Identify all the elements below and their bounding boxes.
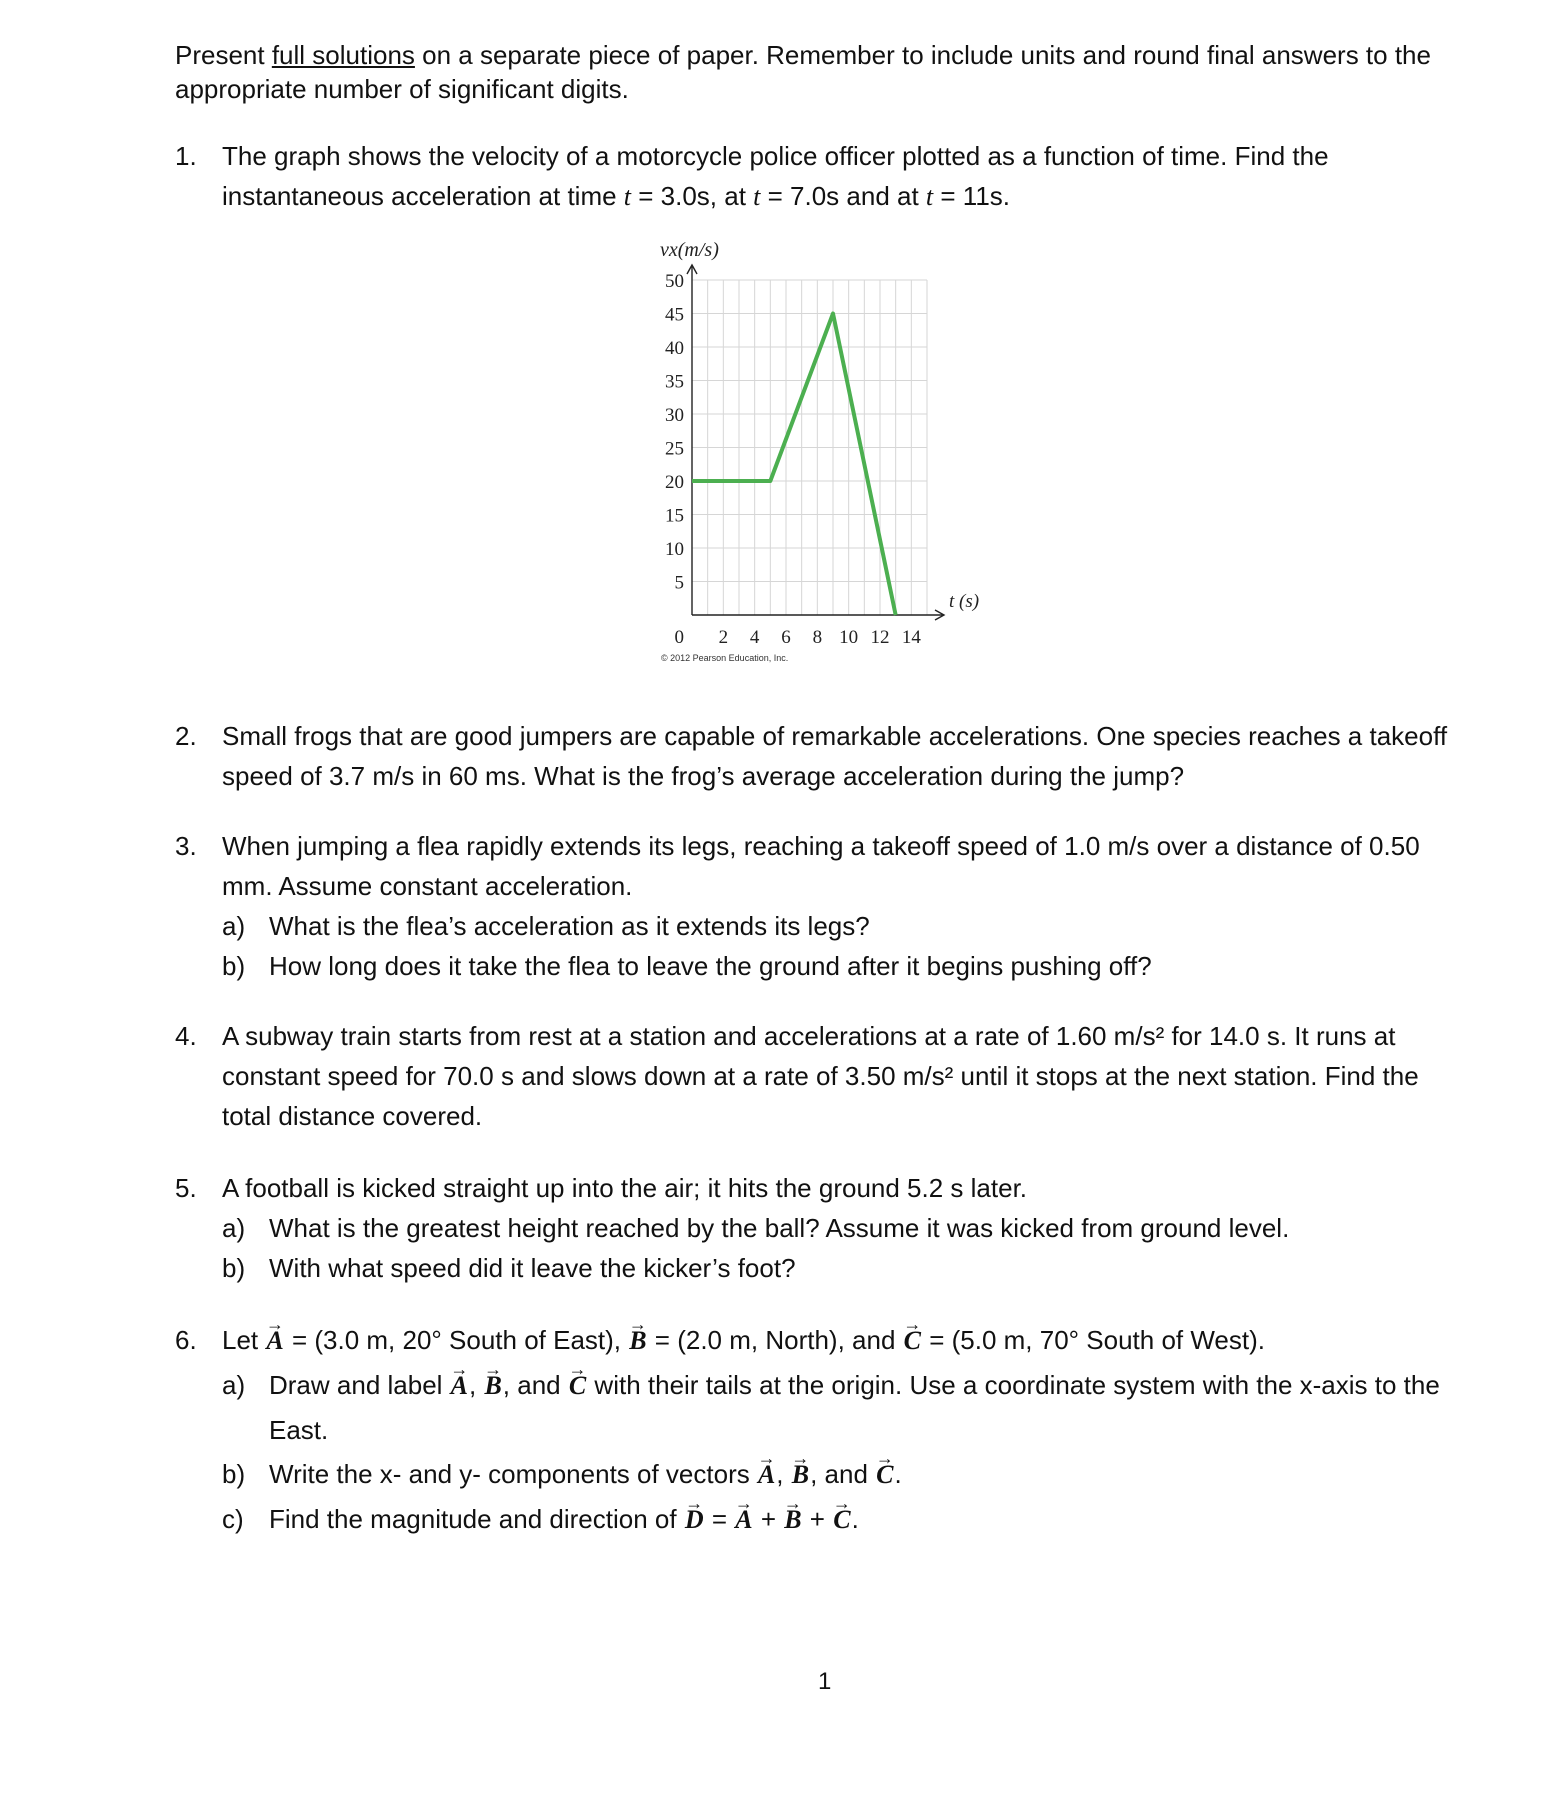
- instructions-text-cont: on a separate piece of paper. Remember to include units and round final answers to the appropriate number of significant digits.: [175, 40, 1431, 104]
- y-tick-label: 10: [665, 539, 684, 560]
- y-tick-label: 40: [665, 338, 684, 359]
- y-axis-label: vx(m/s): [660, 239, 719, 261]
- y-tick-label: 25: [665, 438, 684, 460]
- copyright-label: © 2012 Pearson Education, Inc.: [661, 653, 789, 663]
- question-2: [175, 716, 1475, 796]
- question-5b: b) With what speed did it leave the kicker’s foot?: [222, 1253, 796, 1283]
- y-tick-label: 50: [665, 271, 684, 292]
- question-1-text: The graph shows the velocity of a motorcycle police officer plotted as a function of time. Find the instantaneous acceleration at time t = 3.0s, at t = 7.0s and at t = 11s.: [222, 141, 1329, 211]
- question-5-text: A football is kicked straight up into the air; it hits the ground 5.2 s later.: [222, 1173, 1028, 1203]
- x-tick-label: 2: [718, 627, 729, 648]
- page-number: 1: [818, 1668, 832, 1695]
- y-tick-label: 35: [665, 371, 684, 393]
- x-axis-label: t (s): [949, 591, 980, 612]
- question-3-text: When jumping a flea rapidly extends its legs, reaching a takeoff speed of 1.0 m/s over a distance of 0.50 mm. Assume constant acceleration.: [222, 831, 1420, 901]
- instructions-text: Present: [175, 40, 272, 70]
- question-3: [175, 826, 1475, 986]
- question-4-text: A subway train starts from rest at a station and accelerations at a rate of 1.60 m/s² for 14.0 s. It runs at constant speed for 70.0 s and slows down at a rate of 3.50 m/s² until it stops at the next station. Find the total distance covered.: [222, 1021, 1419, 1131]
- question-6-text: Let → A = (3.0 m, 20° South of East), → B = (2.0 m, North), and → C = (5.0 m, 70° South of West).: [222, 1318, 1475, 1363]
- question-2-text: Small frogs that are good jumpers are capable of remarkable accelerations. One species reaches a takeoff speed of 3.7 m/s in 60 ms. What is the frog’s average acceleration during the jump?: [222, 721, 1448, 791]
- vector-c: → C: [903, 1319, 922, 1363]
- question-6a: a) Draw and label → A, → B, and → C with their tails at the origin. Use a coordinate system with the x-axis to the East.: [222, 1363, 1475, 1452]
- question-5a: a) What is the greatest height reached by the ball? Assume it was kicked from ground level.: [222, 1213, 1290, 1243]
- question-number: 2.: [175, 721, 197, 751]
- vector-a: → A: [265, 1319, 284, 1363]
- question-number: 3.: [175, 831, 197, 861]
- x-tick-label: 4: [749, 627, 760, 648]
- question-number: 4.: [175, 1021, 197, 1051]
- question-number: 6.: [175, 1325, 197, 1355]
- y-tick-label: 30: [665, 405, 684, 426]
- question-5: [175, 1168, 1475, 1288]
- origin-label: 0: [674, 627, 684, 648]
- question-4: [175, 1016, 1475, 1136]
- y-tick-label: 5: [674, 572, 684, 594]
- question-6b: b) Write the x- and y- components of vectors → A, → B, and → C.: [222, 1452, 1475, 1497]
- velocity-time-graph: [640, 230, 1020, 680]
- question-number: 5.: [175, 1173, 197, 1203]
- instructions: [175, 38, 1465, 106]
- x-tick-label: 8: [812, 627, 823, 648]
- y-tick-label: 15: [665, 505, 684, 527]
- x-tick-label: 6: [781, 627, 791, 648]
- x-tick-label: 10: [839, 627, 859, 648]
- velocity-series-line: [692, 314, 896, 616]
- x-tick-label: 12: [870, 627, 890, 648]
- question-3b: b) How long does it take the flea to leave the ground after it begins pushing off?: [222, 951, 1152, 981]
- y-tick-label: 20: [665, 472, 684, 493]
- question-3a: a) What is the flea’s acceleration as it extends its legs?: [222, 911, 870, 941]
- full-solutions-emphasis: full solutions: [271, 40, 415, 70]
- y-tick-label: 45: [665, 304, 684, 326]
- x-tick-label: 14: [901, 627, 921, 648]
- question-6c: c) Find the magnitude and direction of → D = → A + → B + → C.: [222, 1497, 1475, 1542]
- question-1: [175, 136, 1475, 217]
- vector-b: → B: [628, 1319, 647, 1363]
- question-6: [175, 1318, 1475, 1542]
- question-number: 1.: [175, 141, 197, 171]
